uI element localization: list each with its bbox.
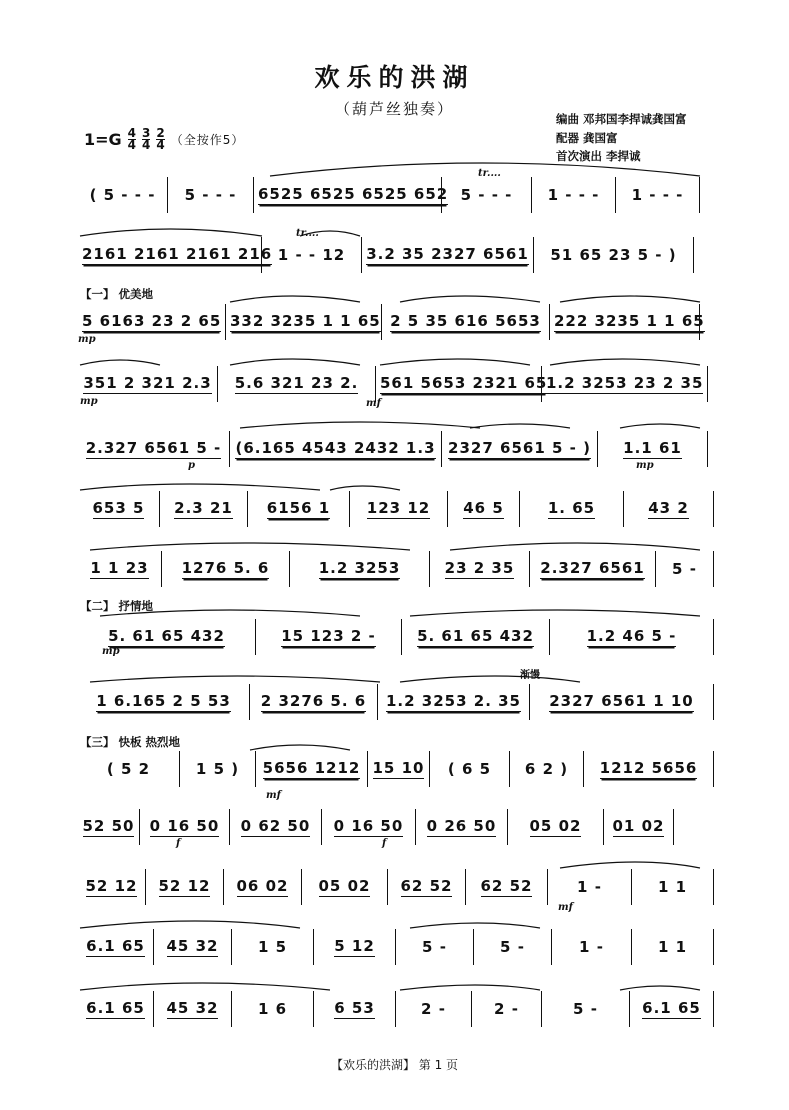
measure xyxy=(290,551,430,587)
score-row-5 xyxy=(78,436,714,462)
meter-2-4 xyxy=(156,128,164,151)
measure-notes: 222 3235 1 1 65 xyxy=(554,312,705,330)
measure xyxy=(78,551,162,587)
measure-notes: 0 62 50 xyxy=(240,817,311,835)
score-row-6 xyxy=(78,496,714,522)
measure-notes: 5. 61 65 432 xyxy=(108,627,225,645)
measure-notes: 1. 65 xyxy=(547,499,596,517)
meter-den: 4 xyxy=(156,138,165,152)
measure-notes: 1 - - - xyxy=(547,186,600,204)
measure xyxy=(262,237,362,273)
measure xyxy=(466,869,548,905)
measure-notes: 1 - xyxy=(577,878,602,896)
dynamic-p: p xyxy=(188,460,195,471)
measure xyxy=(230,809,322,845)
measure xyxy=(78,431,230,467)
measure xyxy=(160,491,248,527)
measure-notes: 0 26 50 xyxy=(426,817,497,835)
measure xyxy=(78,991,154,1027)
measure-notes: 5 - - - xyxy=(184,186,237,204)
dynamic-f: f xyxy=(382,838,387,849)
measure xyxy=(474,929,552,965)
measure xyxy=(548,869,632,905)
measure-notes: 6.1 65 xyxy=(86,937,145,955)
measure-notes: 5.6 321 23 2. xyxy=(234,374,359,392)
measure xyxy=(382,304,550,340)
fingering-note: （全按作5） xyxy=(170,133,245,147)
measure-notes: 52 12 xyxy=(85,877,138,895)
measure xyxy=(368,751,430,787)
measure-notes: 332 3235 1 1 65 xyxy=(230,312,381,330)
measure-notes: 2 - xyxy=(421,1000,446,1018)
section-label-3: 【三】 快板 热烈地 xyxy=(80,735,181,749)
dynamic-mp: mp xyxy=(636,460,654,471)
measure xyxy=(530,684,714,720)
measure-notes: 0 16 50 xyxy=(149,817,220,835)
measure xyxy=(350,491,448,527)
measure-notes: ( 6 5 xyxy=(447,760,492,778)
measure xyxy=(616,177,700,213)
measure xyxy=(376,366,548,402)
measure xyxy=(396,991,472,1027)
measure xyxy=(448,491,520,527)
measure xyxy=(508,809,604,845)
measure-notes: 6525 6525 6525 652 xyxy=(258,185,449,203)
trill-mark: tr.... xyxy=(296,228,319,239)
measure xyxy=(78,869,146,905)
dynamic-mp: mp xyxy=(78,334,96,345)
measure-notes: 561 5653 2321 65 xyxy=(380,374,548,392)
measure-notes: 1.2 3253 xyxy=(318,559,401,577)
measure-notes: 0 16 50 xyxy=(333,817,404,835)
measure xyxy=(630,991,714,1027)
measure xyxy=(510,751,584,787)
subtitle: （葫芦丝独奏） xyxy=(334,100,454,118)
meter-4-4 xyxy=(128,128,136,151)
measure-notes: 1 - - - xyxy=(631,186,684,204)
measure-notes: 1 5 ) xyxy=(195,760,240,778)
measure xyxy=(78,684,250,720)
measure-notes: 5 6163 23 2 65 xyxy=(82,312,222,330)
credit-orchestration: 配器 龚国富 xyxy=(556,130,618,145)
measure xyxy=(416,809,508,845)
credit-arranger: 编曲 邓邦国李捍诚龚国富 xyxy=(556,112,687,126)
measure-notes: 1 - - 12 xyxy=(277,246,346,264)
measure-notes: 62 52 xyxy=(480,877,533,895)
measure-notes: 2 - xyxy=(494,1000,519,1018)
measure-notes: 2161 2161 2161 216 xyxy=(82,245,273,263)
measure xyxy=(362,237,534,273)
meter-3-4 xyxy=(142,128,150,151)
dynamic-mf: mf xyxy=(266,790,281,801)
measure xyxy=(154,929,232,965)
measure xyxy=(154,991,232,1027)
dynamic-f: f xyxy=(176,838,181,849)
dynamic-mf: mf xyxy=(558,902,573,913)
score-row-9 xyxy=(78,689,714,715)
score-row-1 xyxy=(78,182,714,208)
measure xyxy=(254,177,449,213)
measure xyxy=(78,491,160,527)
measure-notes: 01 02 xyxy=(612,817,665,835)
score-row-4 xyxy=(78,371,714,397)
measure xyxy=(534,237,694,273)
score-row-10 xyxy=(78,756,714,782)
score-row-11 xyxy=(78,814,714,840)
measure xyxy=(542,991,630,1027)
measure-notes: 6156 1 xyxy=(266,499,331,517)
measure xyxy=(248,491,350,527)
credit-performer: 首次演出 李捍诚 xyxy=(556,149,641,163)
measure xyxy=(180,751,256,787)
measure-notes: 06 02 xyxy=(236,877,289,895)
measure-notes: 1212 5656 xyxy=(599,759,698,777)
measure-notes: 62 52 xyxy=(400,877,453,895)
measure xyxy=(584,751,714,787)
measure-notes: 1 1 23 xyxy=(90,559,149,577)
measure-notes: 1.2 46 5 - xyxy=(586,627,677,645)
measure xyxy=(378,684,530,720)
measure-notes: 5 - xyxy=(422,938,447,956)
key-signature xyxy=(84,128,244,151)
measure xyxy=(162,551,290,587)
measure xyxy=(472,991,542,1027)
dynamic-mf: mf xyxy=(366,398,381,409)
measure xyxy=(218,366,376,402)
measure-notes: 5656 1212 xyxy=(262,759,361,777)
measure xyxy=(78,751,180,787)
measure-notes: 1.1 61 xyxy=(623,439,682,457)
measure xyxy=(552,929,632,965)
measure-notes: 2.3 21 xyxy=(174,499,233,517)
measure xyxy=(232,929,314,965)
measure xyxy=(78,366,218,402)
measure xyxy=(632,869,714,905)
page-footer: 【欢乐的洪湖】 第 1 页 xyxy=(330,1058,459,1072)
meter-num: 2 xyxy=(156,126,165,140)
measure-notes: 2 5 35 616 5653 xyxy=(390,312,541,330)
measure-notes: 653 5 xyxy=(92,499,145,517)
section-label-2: 【二】 抒情地 xyxy=(80,599,154,613)
tempo-rit: 渐慢 xyxy=(520,670,540,681)
dynamic-mp: mp xyxy=(80,396,98,407)
measure-notes: ( 5 - - - xyxy=(89,186,156,204)
measure-notes: 51 65 23 5 - ) xyxy=(550,246,677,264)
measure xyxy=(302,869,388,905)
page-title: 欢乐的洪湖 xyxy=(314,63,475,92)
measure-notes: 1 - xyxy=(579,938,604,956)
measure xyxy=(624,491,714,527)
measure xyxy=(442,177,532,213)
measure-notes: 1.2 3253 2. 35 xyxy=(386,692,521,710)
measure-notes: 5 - xyxy=(573,1000,598,1018)
measure-notes: 3.2 35 2327 6561 xyxy=(366,245,529,263)
measure xyxy=(520,491,624,527)
score-row-8 xyxy=(78,624,714,650)
score-row-2 xyxy=(78,242,714,268)
measure-notes: 2327 6561 1 10 xyxy=(549,692,694,710)
measure-notes: 2.327 6561 5 - xyxy=(85,439,222,457)
score-row-12 xyxy=(78,874,714,900)
measure xyxy=(314,991,396,1027)
measure xyxy=(78,809,140,845)
measure-notes: 1 1 xyxy=(657,938,688,956)
measure-notes: 23 2 35 xyxy=(444,559,515,577)
measure-notes: 43 2 xyxy=(648,499,689,517)
key-label: 1=G xyxy=(84,130,122,149)
measure-notes: (6.165 4543 2432 1.3 xyxy=(235,439,436,457)
meter-den: 4 xyxy=(127,138,137,152)
measure xyxy=(396,929,474,965)
measure xyxy=(402,619,550,655)
measure xyxy=(314,929,396,965)
measure xyxy=(550,304,705,340)
measure-notes: 05 02 xyxy=(318,877,371,895)
measure-notes: 351 2 321 2.3 xyxy=(83,374,212,392)
measure-notes: 5 - xyxy=(500,938,525,956)
measure xyxy=(430,751,510,787)
measure-notes: 1 1 xyxy=(657,878,688,896)
measure-notes: 15 123 2 - xyxy=(281,627,376,645)
measure-notes: 1276 5. 6 xyxy=(181,559,270,577)
measure xyxy=(78,929,154,965)
measure-notes: 5 - xyxy=(672,560,697,578)
measure xyxy=(250,684,378,720)
measure-notes: 52 50 xyxy=(82,817,135,835)
measure xyxy=(442,431,598,467)
measure-notes: 5 - - - xyxy=(460,186,513,204)
trill-mark: tr.... xyxy=(478,168,501,179)
measure xyxy=(232,991,314,1027)
meter-num: 3 xyxy=(142,126,151,140)
measure xyxy=(256,619,402,655)
measure-notes: 1 6.165 2 5 53 xyxy=(96,692,231,710)
measure-notes: ( 5 2 xyxy=(106,760,151,778)
measure xyxy=(256,751,368,787)
measure xyxy=(226,304,382,340)
measure xyxy=(140,809,230,845)
score-row-14 xyxy=(78,996,714,1022)
measure-notes: 5 12 xyxy=(334,937,375,955)
measure xyxy=(530,551,656,587)
measure xyxy=(230,431,442,467)
measure-notes: 5. 61 65 432 xyxy=(417,627,534,645)
dynamic-mp: mp xyxy=(102,646,120,657)
measure-notes: 6.1 65 xyxy=(642,999,701,1017)
measure xyxy=(550,619,714,655)
measure-notes: 6 53 xyxy=(334,999,375,1017)
measure xyxy=(78,304,226,340)
meter-den: 4 xyxy=(142,138,151,152)
score-row-13 xyxy=(78,934,714,960)
measure-notes: 6.1 65 xyxy=(86,999,145,1017)
measure-notes: 2327 6561 5 - ) xyxy=(448,439,591,457)
measure-notes: 2 3276 5. 6 xyxy=(260,692,367,710)
measure-notes: 52 12 xyxy=(158,877,211,895)
measure-notes: 45 32 xyxy=(166,937,219,955)
measure-notes: 1 5 xyxy=(257,938,288,956)
credits xyxy=(556,110,687,166)
measure-notes: 05 02 xyxy=(529,817,582,835)
measure xyxy=(146,869,224,905)
measure xyxy=(168,177,254,213)
meter-num: 4 xyxy=(127,126,137,140)
measure xyxy=(532,177,616,213)
measure-notes: 1 6 xyxy=(257,1000,288,1018)
measure xyxy=(656,551,714,587)
measure xyxy=(430,551,530,587)
measure xyxy=(78,237,273,273)
score-row-3 xyxy=(78,309,714,335)
score-row-7 xyxy=(78,556,714,582)
measure-notes: 1.2 3253 23 2 35 xyxy=(546,374,704,392)
measure xyxy=(388,869,466,905)
measure xyxy=(632,929,714,965)
measure-notes: 15 10 xyxy=(372,759,425,777)
measure-notes: 46 5 xyxy=(463,499,504,517)
measure-notes: 123 12 xyxy=(366,499,431,517)
measure-notes: 45 32 xyxy=(166,999,219,1017)
section-label-1: 【一】 优美地 xyxy=(80,287,154,301)
measure-notes: 6 2 ) xyxy=(524,760,569,778)
measure-notes: 2.327 6561 xyxy=(540,559,645,577)
measure xyxy=(542,366,708,402)
measure xyxy=(322,809,416,845)
measure xyxy=(224,869,302,905)
measure xyxy=(604,809,674,845)
measure xyxy=(78,177,168,213)
